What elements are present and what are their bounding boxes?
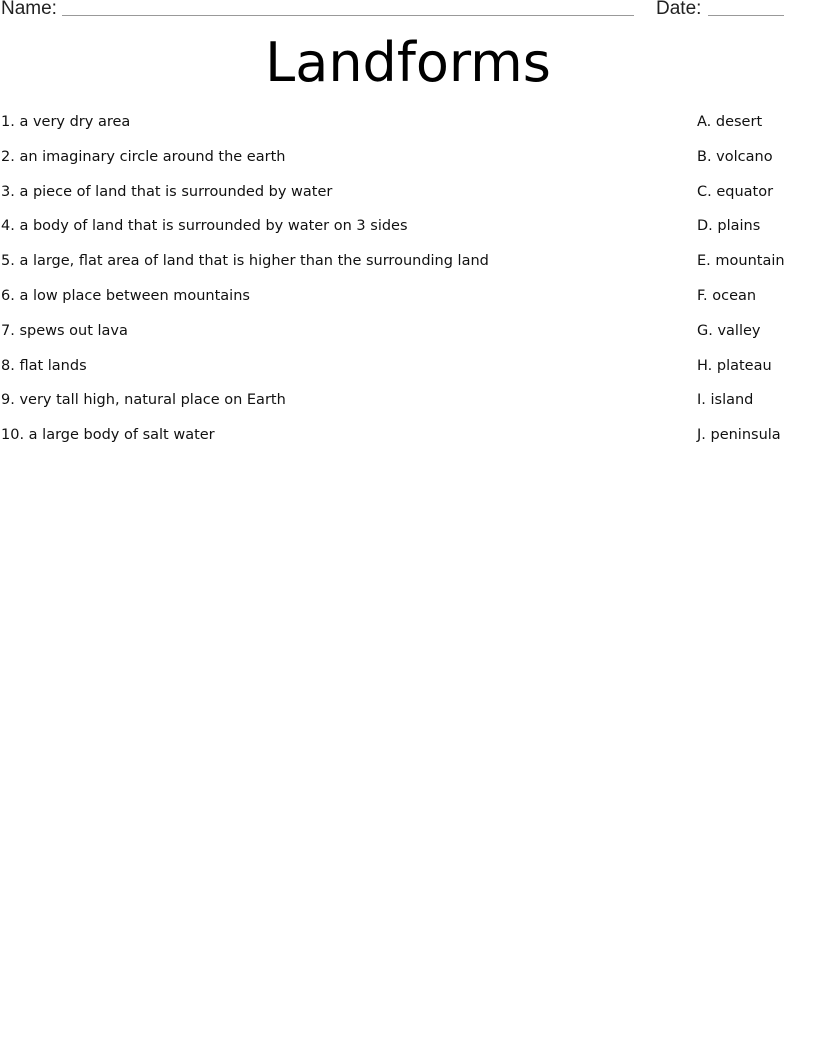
clue-item: 10. a large body of salt water [1,427,215,444]
answer-item: J. peninsula [697,427,781,444]
clue-item: 5. a large, flat area of land that is higher than the surrounding land [1,253,489,270]
answer-item: G. valley [697,322,761,339]
clue-item: 6. a low place between mountains [1,287,250,304]
clue-item: 2. an imaginary circle around the earth [1,148,286,165]
answer-item: A. desert [697,114,763,130]
worksheet-header [0,0,816,22]
answer-item: I. island [697,392,754,409]
answer-item: E. mountain [697,253,785,270]
answer-item: B. volcano [697,148,773,165]
answer-item: C. equator [697,183,774,200]
answer-item: H. plateau [697,357,772,374]
answer-item: D. plains [697,218,761,235]
answer-item: F. ocean [697,287,757,304]
clue-item: 7. spews out lava [1,322,128,339]
clue-item: 9. very tall high, natural place on Earth [1,392,286,409]
clue-item: 8. flat lands [1,357,87,374]
date-line [708,15,784,16]
clue-item: 4. a body of land that is surrounded by water on 3 sides [1,218,408,235]
page-title: Landforms [265,31,551,94]
date-label: Date: [656,0,702,19]
clue-list [0,111,680,459]
clue-item: 1. a very dry area [1,114,131,130]
answer-list [697,111,812,459]
name-line [62,15,634,16]
clue-item: 3. a piece of land that is surrounded by water [1,183,333,200]
name-label: Name: [1,0,57,19]
